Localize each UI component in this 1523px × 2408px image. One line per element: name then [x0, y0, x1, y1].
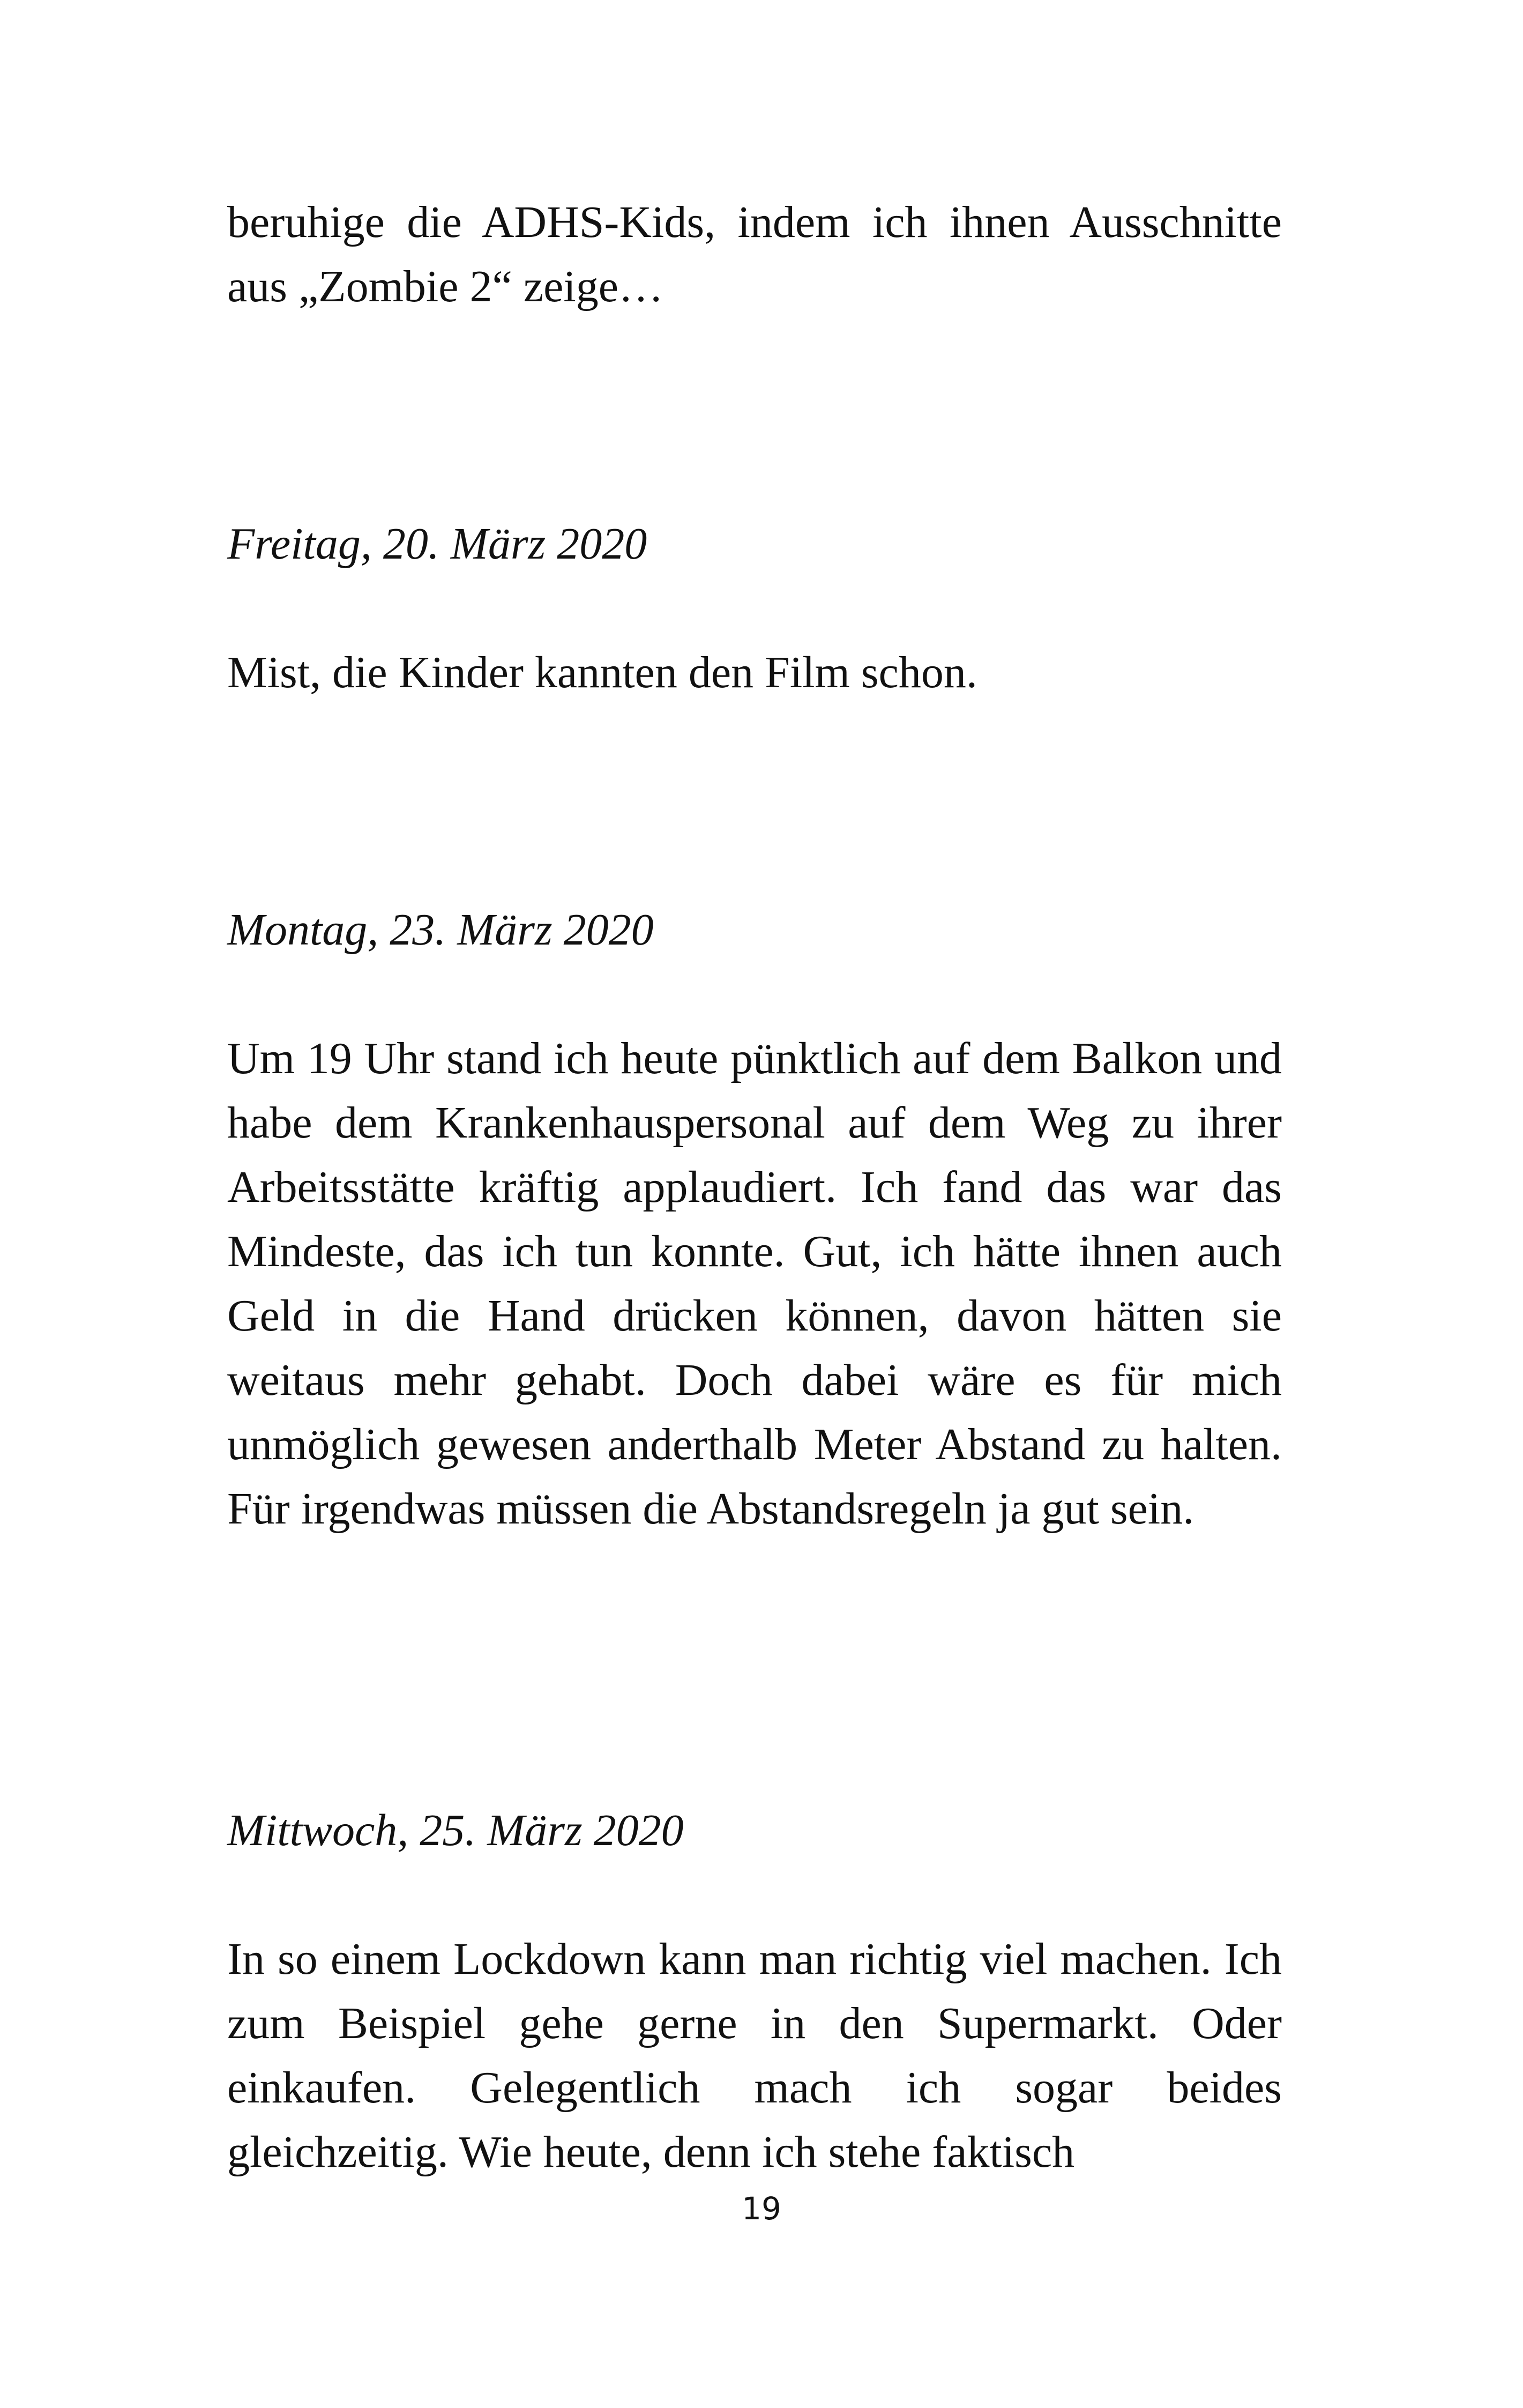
entry-freitag — [227, 512, 1282, 576]
entry-mittwoch-body — [227, 1927, 1282, 2184]
entry-montag-body — [227, 1027, 1282, 1541]
entry-montag — [227, 898, 1282, 962]
paragraph-montag: Um 19 Uhr stand ich heute pünktlich auf dem Balkon und habe dem Krankenhauspersonal auf dem Weg zu ihrer Arbeitsstätte kräftig applaudiert. Ich fand das war das Mindeste, das ich tun konnte. Gut, ich hätte ihnen auch Geld in die Hand drücken können, davon hätten sie weitaus mehr gehabt. Doch dabei wäre es für mich unmöglich gewesen anderthalb Meter Abstand zu halten. Für irgendwas müssen die Abstandsregeln ja gut sein. — [227, 1034, 1282, 1534]
entry-continued — [227, 190, 1282, 319]
date-heading-mittwoch: Mittwoch, 25. März 2020 — [227, 1805, 684, 1855]
paragraph-freitag: Mist, die Kinder kannten den Film schon. — [227, 648, 977, 697]
entry-mittwoch — [227, 1798, 1282, 1863]
page-number: 19 — [742, 2190, 781, 2227]
paragraph-continued: beruhige die ADHS-Kids, indem ich ihnen Ausschnitte aus „Zombie 2“ zeige… — [227, 197, 1282, 311]
paragraph-mittwoch: In so einem Lockdown kann man richtig viel machen. Ich zum Beispiel gehe gerne in den Supermarkt. Oder einkaufen. Gelegentlich mach ich sogar beides gleichzeitig. Wie heute, denn ich stehe faktisch — [227, 1934, 1282, 2177]
entry-freitag-body — [227, 641, 1282, 705]
date-heading-montag: Montag, 23. März 2020 — [227, 905, 654, 955]
date-heading-freitag: Freitag, 20. März 2020 — [227, 519, 647, 569]
